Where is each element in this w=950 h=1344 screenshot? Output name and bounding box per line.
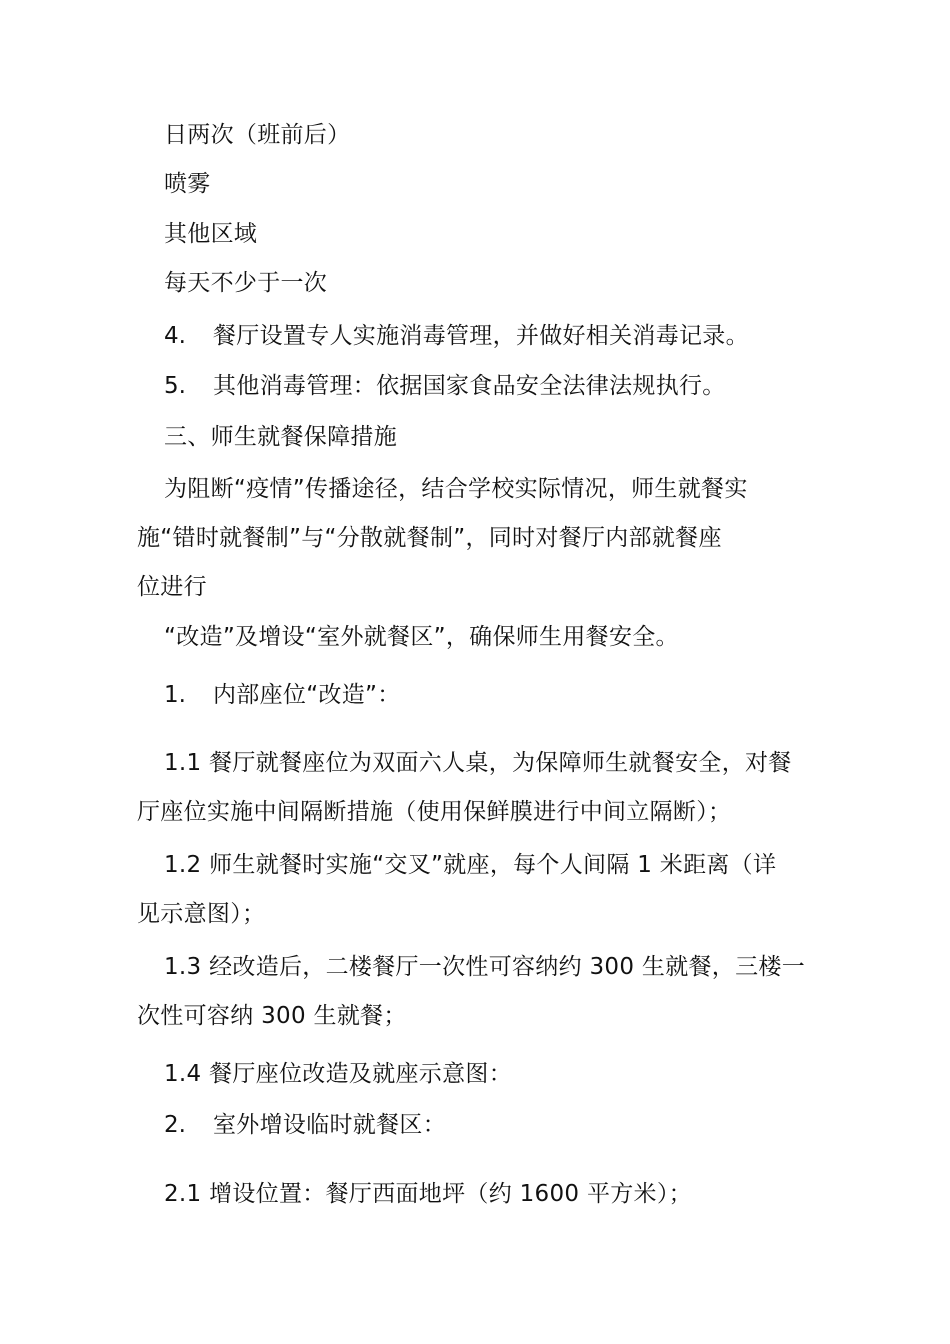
paragraph-line: 2.1 增设位置：餐厅西面地坪（约 1600 平方米）；	[164, 1181, 692, 1207]
text-line: 其他区域	[164, 221, 258, 247]
list-number: 1.	[164, 682, 186, 708]
paragraph-line: 1.1 餐厅就餐座位为双面六人桌，为保障师生就餐安全，对餐	[164, 750, 792, 776]
text-line: 日两次（班前后）	[164, 122, 351, 148]
paragraph-line: “改造”及增设“室外就餐区”，确保师生用餐安全。	[164, 624, 679, 650]
paragraph-line: 厅座位实施中间隔断措施（使用保鲜膜进行中间立隔断）；	[137, 799, 732, 825]
list-item-text: 餐厅设置专人实施消毒管理，并做好相关消毒记录。	[213, 323, 749, 349]
text-line: 每天不少于一次	[164, 270, 328, 296]
list-item-text: 内部座位“改造”：	[213, 682, 401, 708]
list-item-text: 室外增设临时就餐区：	[213, 1112, 446, 1138]
paragraph-line: 1.3 经改造后，二楼餐厅一次性可容纳约 300 生就餐，三楼一	[164, 954, 806, 980]
paragraph-line: 见示意图）；	[137, 901, 266, 927]
section-heading: 三、师生就餐保障措施	[164, 424, 397, 450]
text-line: 喷雾	[164, 171, 211, 197]
paragraph-line: 施“错时就餐制”与“分散就餐制”，同时对餐厅内部就餐座	[137, 525, 722, 551]
paragraph-line: 位进行	[137, 574, 207, 600]
list-number: 4.	[164, 323, 186, 349]
list-number: 2.	[164, 1112, 186, 1138]
paragraph-line: 次性可容纳 300 生就餐；	[137, 1003, 407, 1029]
paragraph-line: 1.4 餐厅座位改造及就座示意图：	[164, 1061, 512, 1087]
list-number: 5.	[164, 373, 186, 399]
paragraph-line: 为阻断“疫情”传播途径，结合学校实际情况，师生就餐实	[164, 476, 748, 502]
paragraph-line: 1.2 师生就餐时实施“交叉”就座，每个人间隔 1 米距离（详	[164, 852, 777, 878]
list-item-text: 其他消毒管理：依据国家食品安全法律法规执行。	[213, 373, 726, 399]
